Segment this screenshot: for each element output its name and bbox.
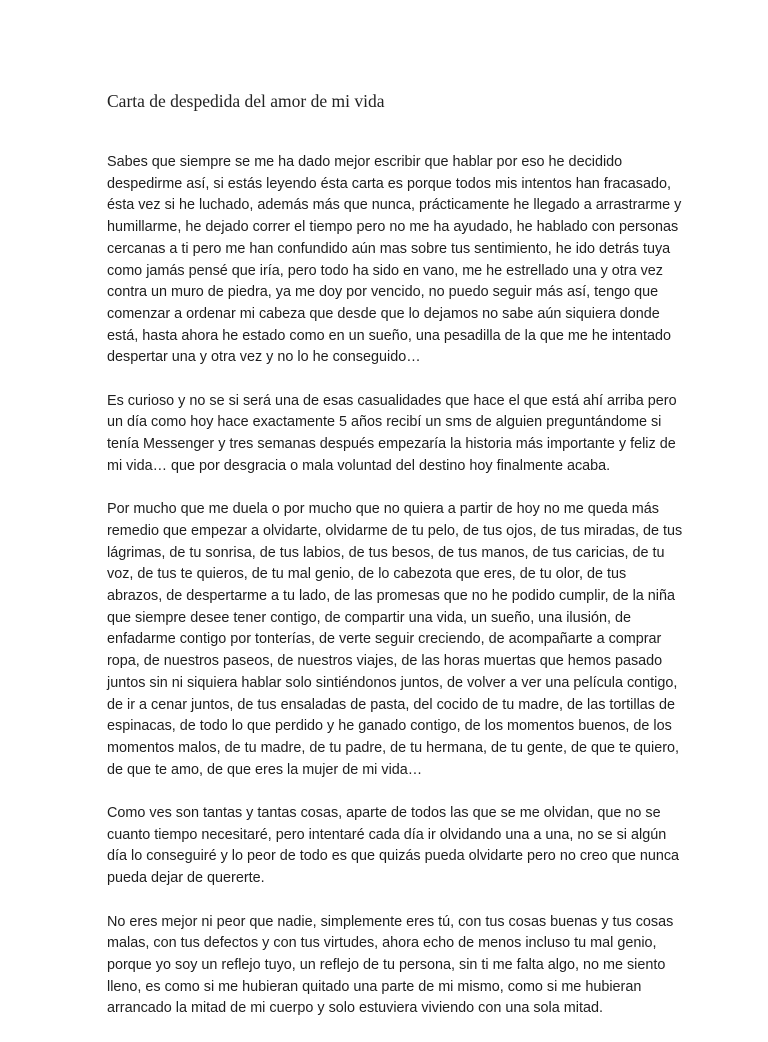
paragraph (107, 803, 680, 890)
text-line: voz, de tus te quieros, de tu mal genio, de lo cabezota que eres, de tu olor, de tus (107, 566, 627, 583)
text-line: está, hasta ahora he estado como en un sueño, una pesadilla de la que me he intentado (107, 327, 672, 344)
text-line: juntos sin ni siquiera hablar solo sintiéndonos juntos, de volver a ver una película contigo, (107, 674, 678, 691)
text-line: como jamás pensé que iría, pero todo ha sido en vano, me he estrellado una y otra vez (107, 262, 663, 279)
text-line: cuanto tiempo necesitaré, pero intentaré cada día ir olvidando una a una, no se si algún (107, 826, 667, 843)
paragraph (107, 499, 683, 781)
text-line: despertar una y otra vez y no lo he conseguido… (107, 349, 421, 366)
text-line: momentos malos, de tu madre, de tu padre, de tu hermana, de tu gente, de que te quiero, (107, 739, 679, 756)
text-line: Sabes que siempre se me ha dado mejor escribir que hablar por eso he decidido (107, 154, 623, 170)
text-line: de ir a cenar juntos, de tus ensaladas de pasta, del cocido de tu madre, de las tortillas de (107, 696, 675, 713)
text-line: mi vida… que por desgracia o mala voluntad del destino hoy finalmente acaba. (107, 457, 611, 474)
text-line: humillarme, he dejado correr el tiempo pero no me ha ayudado, he hablado con personas (107, 219, 679, 236)
text-line: de que te amo, de que eres la mujer de mi vida… (107, 761, 423, 778)
text-line: Es curioso y no se si será una de esas casualidades que hace el que está ahí arriba pero (107, 392, 677, 409)
text-line: malas, con tus defectos y con tus virtudes, ahora echo de menos incluso tu mal genio, (107, 935, 657, 952)
text-line: contra un muro de piedra, ya me doy por vencido, no puedo seguir más así, tengo que (107, 284, 659, 301)
text-line: cercanas a ti pero me han confundido aún mas sobre tus sentimiento, he ido detrás tuya (107, 240, 671, 257)
text-line: comenzar a ordenar mi cabeza que desde que lo dejamos no sabe aún siquiera donde (107, 305, 660, 322)
text-line: lleno, es como si me hubieran quitado una parte de mi mismo, como si me hubieran (107, 978, 642, 995)
text-line: día lo conseguiré y lo peor de todo es que quizás pueda olvidarte pero no creo que nunca (107, 848, 680, 865)
document-body (107, 152, 683, 1042)
paragraph (107, 152, 682, 369)
text-line: ropa, de nuestros paseos, de nuestros viajes, de las horas muertas que hemos pasado (107, 653, 663, 670)
text-line: despedirme así, si estás leyendo ésta carta es porque todos mis intentos han fracasado, (107, 175, 671, 192)
text-line: espinacas, de todo lo que perdido y he ganado contigo, de los momentos buenos, de los (107, 718, 672, 735)
text-line: No eres mejor ni peor que nadie, simplemente eres tú, con tus cosas buenas y tus cosas (107, 913, 674, 930)
text-line: porque yo soy un reflejo tuyo, un reflejo de tu persona, sin ti me falta algo, no me siento (107, 956, 666, 973)
text-line: Como ves son tantas y tantas cosas, aparte de todos las que se me olvidan, que no se (107, 805, 661, 822)
text-line: abrazos, de despertarme a tu lado, de las promesas que no he podido cumplir, de la niña (107, 588, 675, 605)
document-title: Carta de despedida del amor de mi vida (107, 91, 385, 111)
text-line: Por mucho que me duela o por mucho que no quiera a partir de hoy no me queda más (107, 501, 659, 518)
text-line: lágrimas, de tu sonrisa, de tus labios, de tus besos, de tus manos, de tus caricias, de tu (107, 544, 665, 561)
text-line: enfadarme contigo por tonterías, de verte seguir creciendo, de acompañarte a comprar (107, 631, 662, 648)
text-line: pueda dejar de quererte. (107, 870, 265, 887)
text-line: ésta vez si he luchado, además más que nunca, prácticamente he llegado a arrastrarme y (107, 197, 682, 214)
text-line: un día como hoy hace exactamente 5 años recibí un sms de alguien preguntándome si (107, 414, 662, 431)
text-line: remedio que empezar a olvidarte, olvidarme de tu pelo, de tus ojos, de tus miradas, de tus (107, 522, 683, 539)
text-line: tenía Messenger y tres semanas después empezaría la historia más importante y feliz de (107, 436, 676, 453)
text-line: arrancado la mitad de mi cuerpo y solo estuviera viviendo con una sola mitad. (107, 1000, 603, 1017)
paragraph (107, 391, 677, 478)
paragraph (107, 912, 674, 1021)
text-line: que siempre desee tener contigo, de compartir una vida, un sueño, una ilusión, de (107, 609, 631, 626)
